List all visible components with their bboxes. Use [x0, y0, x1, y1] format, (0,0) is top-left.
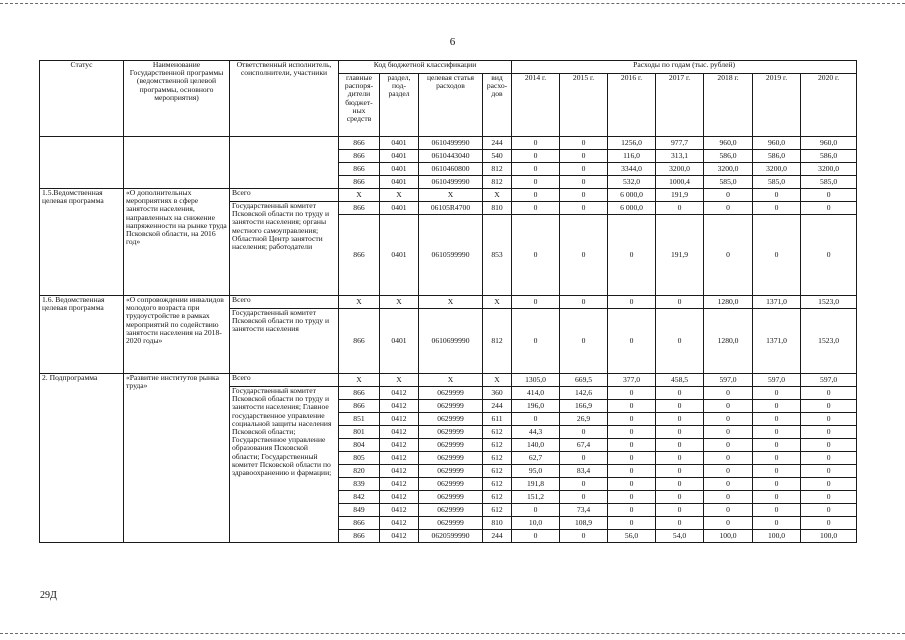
value-cell: 0	[656, 491, 704, 504]
value-cell: 140,0	[512, 439, 560, 452]
value-cell: X	[483, 189, 512, 202]
value-cell: 0	[704, 439, 753, 452]
value-cell: X	[380, 374, 419, 387]
value-cell: 810	[483, 202, 512, 215]
value-cell: X	[483, 374, 512, 387]
value-cell: 0620599990	[419, 530, 483, 543]
value-cell: 0	[704, 478, 753, 491]
budget-table	[39, 60, 857, 543]
header-expenses: Расходы по годам (тыс. рублей)	[512, 61, 857, 74]
value-cell: 0	[608, 478, 656, 491]
value-cell: 0	[801, 387, 857, 400]
page-number: 6	[449, 36, 456, 48]
value-cell: 313,1	[656, 150, 704, 163]
scan-bottom-edge	[0, 633, 905, 636]
value-cell: 540	[483, 150, 512, 163]
value-cell: 0	[560, 309, 608, 374]
value-cell: 0	[608, 296, 656, 309]
value-cell: 0	[753, 202, 801, 215]
value-cell: 0	[512, 189, 560, 202]
value-cell: 0412	[380, 478, 419, 491]
value-cell: 0629999	[419, 439, 483, 452]
value-cell: 0	[512, 150, 560, 163]
value-cell: 116,0	[608, 150, 656, 163]
value-cell: 142,6	[560, 387, 608, 400]
value-cell: 0412	[380, 530, 419, 543]
header-year: 2020 г.	[801, 74, 857, 137]
value-cell: 244	[483, 137, 512, 150]
value-cell: 0629999	[419, 426, 483, 439]
value-cell: 100,0	[753, 530, 801, 543]
value-cell: 414,0	[512, 387, 560, 400]
value-cell: 3200,0	[753, 163, 801, 176]
value-cell: 612	[483, 491, 512, 504]
executor-cell: Государственный комитет Псковской области по труду и занятости населения	[230, 309, 339, 374]
value-cell: 0401	[380, 215, 419, 296]
value-cell: 804	[339, 439, 380, 452]
table-row	[40, 189, 857, 202]
value-cell: 1280,0	[704, 296, 753, 309]
value-cell: 866	[339, 176, 380, 189]
header-year: 2014 г.	[512, 74, 560, 137]
value-cell: 0629999	[419, 452, 483, 465]
header-target: целевая статья расходов	[419, 74, 483, 137]
value-cell: 0	[704, 504, 753, 517]
value-cell: 6 000,0	[608, 189, 656, 202]
value-cell: 612	[483, 439, 512, 452]
value-cell: 585,0	[753, 176, 801, 189]
value-cell: 10,0	[512, 517, 560, 530]
name-cell: «О сопровождении инвалидов молодого возраста при трудоустройстве в рамках мероприятий по содействию занятости населения на 2018-2020 годы»	[124, 296, 230, 374]
value-cell: 0629999	[419, 400, 483, 413]
value-cell: 0	[656, 387, 704, 400]
value-cell: 0	[560, 215, 608, 296]
value-cell: 597,0	[704, 374, 753, 387]
value-cell: 0412	[380, 491, 419, 504]
name-cell: «О дополнительных мероприятиях в сфере занятости населения, направленных на снижение напряженности на рынке труда Псковской области, на 2016 год»	[124, 189, 230, 296]
value-cell: 0	[656, 426, 704, 439]
value-cell: 820	[339, 465, 380, 478]
value-cell: 0	[801, 215, 857, 296]
value-cell: 196,0	[512, 400, 560, 413]
value-cell: 0	[512, 530, 560, 543]
value-cell: 0	[656, 400, 704, 413]
value-cell: 532,0	[608, 176, 656, 189]
value-cell: X	[380, 189, 419, 202]
value-cell: 0	[608, 491, 656, 504]
value-cell: 0	[801, 413, 857, 426]
value-cell: 1523,0	[801, 296, 857, 309]
value-cell: 0	[801, 189, 857, 202]
value-cell: 67,4	[560, 439, 608, 452]
value-cell: 0	[656, 465, 704, 478]
value-cell: 0	[608, 517, 656, 530]
value-cell: 0	[512, 309, 560, 374]
value-cell: 0	[801, 400, 857, 413]
value-cell: 0412	[380, 517, 419, 530]
value-cell: 611	[483, 413, 512, 426]
value-cell: 0	[704, 215, 753, 296]
value-cell: 0	[608, 309, 656, 374]
value-cell: 0	[753, 215, 801, 296]
value-cell: 839	[339, 478, 380, 491]
value-cell: 585,0	[704, 176, 753, 189]
value-cell: 853	[483, 215, 512, 296]
value-cell: 0	[801, 478, 857, 491]
value-cell: 0	[608, 504, 656, 517]
value-cell: 166,9	[560, 400, 608, 413]
value-cell: 0	[753, 189, 801, 202]
header-year: 2019 г.	[753, 74, 801, 137]
value-cell: 801	[339, 426, 380, 439]
executor-cell: Государственный комитет Псковской области по труду и занятости населения; Главное государственное управление социальной защиты населения Псковской области; Государственное управление образования Псковской области; Государственный комитет Псковской области по здравоохранению и фармации;	[230, 387, 339, 543]
value-cell: 612	[483, 452, 512, 465]
value-cell: 54,0	[656, 530, 704, 543]
name-cell	[124, 137, 230, 189]
status-cell: 1.6. Ведомственная целевая программа	[40, 296, 124, 374]
status-cell	[40, 137, 124, 189]
header-name: Наименование Государственной программы (ведомственной целевой программы, основного мероприятия)	[124, 61, 230, 137]
value-cell: 866	[339, 530, 380, 543]
value-cell: 0412	[380, 400, 419, 413]
value-cell: 0	[801, 465, 857, 478]
value-cell: 0	[608, 400, 656, 413]
value-cell: 1523,0	[801, 309, 857, 374]
value-cell: 0	[753, 504, 801, 517]
value-cell: 3200,0	[801, 163, 857, 176]
value-cell: 586,0	[801, 150, 857, 163]
value-cell: 0	[560, 189, 608, 202]
value-cell: 866	[339, 202, 380, 215]
value-cell: 0	[608, 439, 656, 452]
value-cell: 360	[483, 387, 512, 400]
value-cell: 0	[512, 163, 560, 176]
value-cell: 0	[801, 491, 857, 504]
value-cell: 0	[801, 517, 857, 530]
value-cell: 0	[608, 387, 656, 400]
value-cell: 191,9	[656, 215, 704, 296]
value-cell: 0	[512, 413, 560, 426]
header-grbs: главные распоря-дители бюджет-ных средств	[339, 74, 380, 137]
value-cell: 0	[753, 478, 801, 491]
value-cell: 866	[339, 387, 380, 400]
value-cell: 0	[560, 150, 608, 163]
header-year: 2017 г.	[656, 74, 704, 137]
value-cell: 0629999	[419, 387, 483, 400]
value-cell: 0	[512, 215, 560, 296]
value-cell: 612	[483, 465, 512, 478]
value-cell: 612	[483, 504, 512, 517]
value-cell: X	[339, 374, 380, 387]
value-cell: 0	[560, 478, 608, 491]
value-cell: 0	[560, 137, 608, 150]
value-cell: X	[419, 374, 483, 387]
value-cell: 3200,0	[704, 163, 753, 176]
value-cell: 244	[483, 530, 512, 543]
table-row	[40, 61, 857, 74]
value-cell: 83,4	[560, 465, 608, 478]
value-cell: 0412	[380, 465, 419, 478]
value-cell: 851	[339, 413, 380, 426]
value-cell: 866	[339, 400, 380, 413]
table-row	[40, 296, 857, 309]
value-cell: 586,0	[704, 150, 753, 163]
value-cell: 26,9	[560, 413, 608, 426]
value-cell: 0	[656, 202, 704, 215]
total-label: Всего	[230, 374, 339, 387]
value-cell: 0	[753, 452, 801, 465]
value-cell: X	[339, 189, 380, 202]
value-cell: 1000,4	[656, 176, 704, 189]
value-cell: 1256,0	[608, 137, 656, 150]
value-cell: 0610499990	[419, 176, 483, 189]
table-row	[40, 137, 857, 150]
header-section: раздел, под-раздел	[380, 74, 419, 137]
value-cell: 586,0	[753, 150, 801, 163]
value-cell: 0	[704, 387, 753, 400]
value-cell: 597,0	[801, 374, 857, 387]
value-cell: 0	[560, 163, 608, 176]
value-cell: 0	[656, 452, 704, 465]
value-cell: 0412	[380, 452, 419, 465]
value-cell: 0	[704, 517, 753, 530]
value-cell: 0	[753, 400, 801, 413]
value-cell: 0401	[380, 309, 419, 374]
value-cell: X	[339, 296, 380, 309]
executor-cell	[230, 137, 339, 189]
value-cell: 0	[801, 426, 857, 439]
value-cell: 191,9	[656, 189, 704, 202]
value-cell: 0401	[380, 137, 419, 150]
value-cell: 0	[704, 465, 753, 478]
value-cell: 3200,0	[656, 163, 704, 176]
value-cell: 842	[339, 491, 380, 504]
value-cell: 62,7	[512, 452, 560, 465]
value-cell: 0	[704, 426, 753, 439]
value-cell: 866	[339, 137, 380, 150]
value-cell: 0	[753, 439, 801, 452]
value-cell: 0	[704, 202, 753, 215]
header-year: 2016 г.	[608, 74, 656, 137]
value-cell: 0	[656, 413, 704, 426]
value-cell: 0629999	[419, 504, 483, 517]
value-cell: 0	[560, 530, 608, 543]
value-cell: X	[380, 296, 419, 309]
value-cell: 0	[656, 296, 704, 309]
value-cell: 100,0	[704, 530, 753, 543]
value-cell: 151,2	[512, 491, 560, 504]
value-cell: 6 000,0	[608, 202, 656, 215]
header-year: 2018 г.	[704, 74, 753, 137]
value-cell: 108,9	[560, 517, 608, 530]
value-cell: 0	[656, 517, 704, 530]
value-cell: 0	[704, 400, 753, 413]
value-cell: 3344,0	[608, 163, 656, 176]
value-cell: 1305,0	[512, 374, 560, 387]
value-cell: 960,0	[801, 137, 857, 150]
value-cell: 812	[483, 176, 512, 189]
value-cell: 0412	[380, 439, 419, 452]
value-cell: 44,3	[512, 426, 560, 439]
value-cell: 0412	[380, 504, 419, 517]
value-cell: 06105R4700	[419, 202, 483, 215]
status-cell: 1.5.Ведомственная целевая программа	[40, 189, 124, 296]
total-label: Всего	[230, 296, 339, 309]
value-cell: 0610499990	[419, 137, 483, 150]
value-cell: 810	[483, 517, 512, 530]
value-cell: X	[483, 296, 512, 309]
value-cell: 0	[608, 452, 656, 465]
value-cell: 0	[560, 426, 608, 439]
value-cell: 866	[339, 517, 380, 530]
executor-cell: Государственный комитет Псковской области по труду и занятости населения; органы местного самоуправления; Областной Центр занятости населения; работодатели	[230, 202, 339, 296]
value-cell: 0	[608, 215, 656, 296]
value-cell: 73,4	[560, 504, 608, 517]
value-cell: 812	[483, 309, 512, 374]
value-cell: 0	[512, 202, 560, 215]
value-cell: 0629999	[419, 413, 483, 426]
value-cell: 0	[656, 478, 704, 491]
value-cell: 0	[704, 452, 753, 465]
value-cell: 849	[339, 504, 380, 517]
value-cell: 0401	[380, 176, 419, 189]
value-cell: 977,7	[656, 137, 704, 150]
value-cell: 0	[753, 517, 801, 530]
value-cell: 0	[560, 176, 608, 189]
value-cell: X	[419, 296, 483, 309]
value-cell: 866	[339, 215, 380, 296]
value-cell: 0	[801, 439, 857, 452]
value-cell: 0629999	[419, 491, 483, 504]
value-cell: 0629999	[419, 517, 483, 530]
value-cell: 0	[608, 426, 656, 439]
value-cell: 0401	[380, 163, 419, 176]
total-label: Всего	[230, 189, 339, 202]
value-cell: 812	[483, 163, 512, 176]
value-cell: 0401	[380, 202, 419, 215]
value-cell: 1280,0	[704, 309, 753, 374]
value-cell: 805	[339, 452, 380, 465]
value-cell: 191,8	[512, 478, 560, 491]
value-cell: 458,5	[656, 374, 704, 387]
value-cell: 0610699990	[419, 309, 483, 374]
value-cell: 0	[656, 439, 704, 452]
header-status: Статус	[40, 61, 124, 137]
value-cell: 0	[656, 309, 704, 374]
value-cell: 0	[560, 296, 608, 309]
value-cell: 0412	[380, 426, 419, 439]
value-cell: 244	[483, 400, 512, 413]
value-cell: 95,0	[512, 465, 560, 478]
value-cell: 0	[753, 426, 801, 439]
value-cell: X	[419, 189, 483, 202]
value-cell: 0	[512, 504, 560, 517]
value-cell: 0	[512, 137, 560, 150]
value-cell: 0	[704, 189, 753, 202]
value-cell: 0	[608, 413, 656, 426]
value-cell: 0	[608, 465, 656, 478]
value-cell: 0	[560, 491, 608, 504]
value-cell: 1371,0	[753, 309, 801, 374]
header-executor: Ответственный исполнитель, соисполнители, участники	[230, 61, 339, 137]
value-cell: 0	[560, 452, 608, 465]
value-cell: 0	[753, 413, 801, 426]
header-year: 2015 г.	[560, 74, 608, 137]
value-cell: 0401	[380, 150, 419, 163]
value-cell: 0610599990	[419, 215, 483, 296]
value-cell: 0	[753, 491, 801, 504]
value-cell: 612	[483, 478, 512, 491]
value-cell: 0	[801, 202, 857, 215]
value-cell: 960,0	[704, 137, 753, 150]
value-cell: 866	[339, 309, 380, 374]
value-cell: 377,0	[608, 374, 656, 387]
value-cell: 0629999	[419, 465, 483, 478]
value-cell: 56,0	[608, 530, 656, 543]
value-cell: 0610460800	[419, 163, 483, 176]
scan-top-edge	[0, 3, 905, 6]
value-cell: 597,0	[753, 374, 801, 387]
value-cell: 0	[753, 465, 801, 478]
value-cell: 0	[801, 452, 857, 465]
value-cell: 0412	[380, 387, 419, 400]
value-cell: 0	[512, 176, 560, 189]
status-cell: 2. Подпрограмма	[40, 374, 124, 543]
value-cell: 866	[339, 150, 380, 163]
value-cell: 669,5	[560, 374, 608, 387]
value-cell: 1371,0	[753, 296, 801, 309]
value-cell: 0	[704, 491, 753, 504]
value-cell: 0	[753, 387, 801, 400]
value-cell: 0	[512, 296, 560, 309]
value-cell: 0610443040	[419, 150, 483, 163]
value-cell: 0629999	[419, 478, 483, 491]
value-cell: 612	[483, 426, 512, 439]
value-cell: 0	[656, 504, 704, 517]
value-cell: 585,0	[801, 176, 857, 189]
value-cell: 0412	[380, 413, 419, 426]
name-cell: «Развитие институтов рынка труда»	[124, 374, 230, 543]
footer-code: 29Д	[40, 590, 57, 601]
value-cell: 0	[560, 202, 608, 215]
value-cell: 0	[801, 504, 857, 517]
header-budget-code: Код бюджетной классификации	[339, 61, 512, 74]
value-cell: 866	[339, 163, 380, 176]
header-vr: вид расхо-дов	[483, 74, 512, 137]
table-row	[40, 374, 857, 387]
value-cell: 0	[704, 413, 753, 426]
value-cell: 960,0	[753, 137, 801, 150]
value-cell: 100,0	[801, 530, 857, 543]
